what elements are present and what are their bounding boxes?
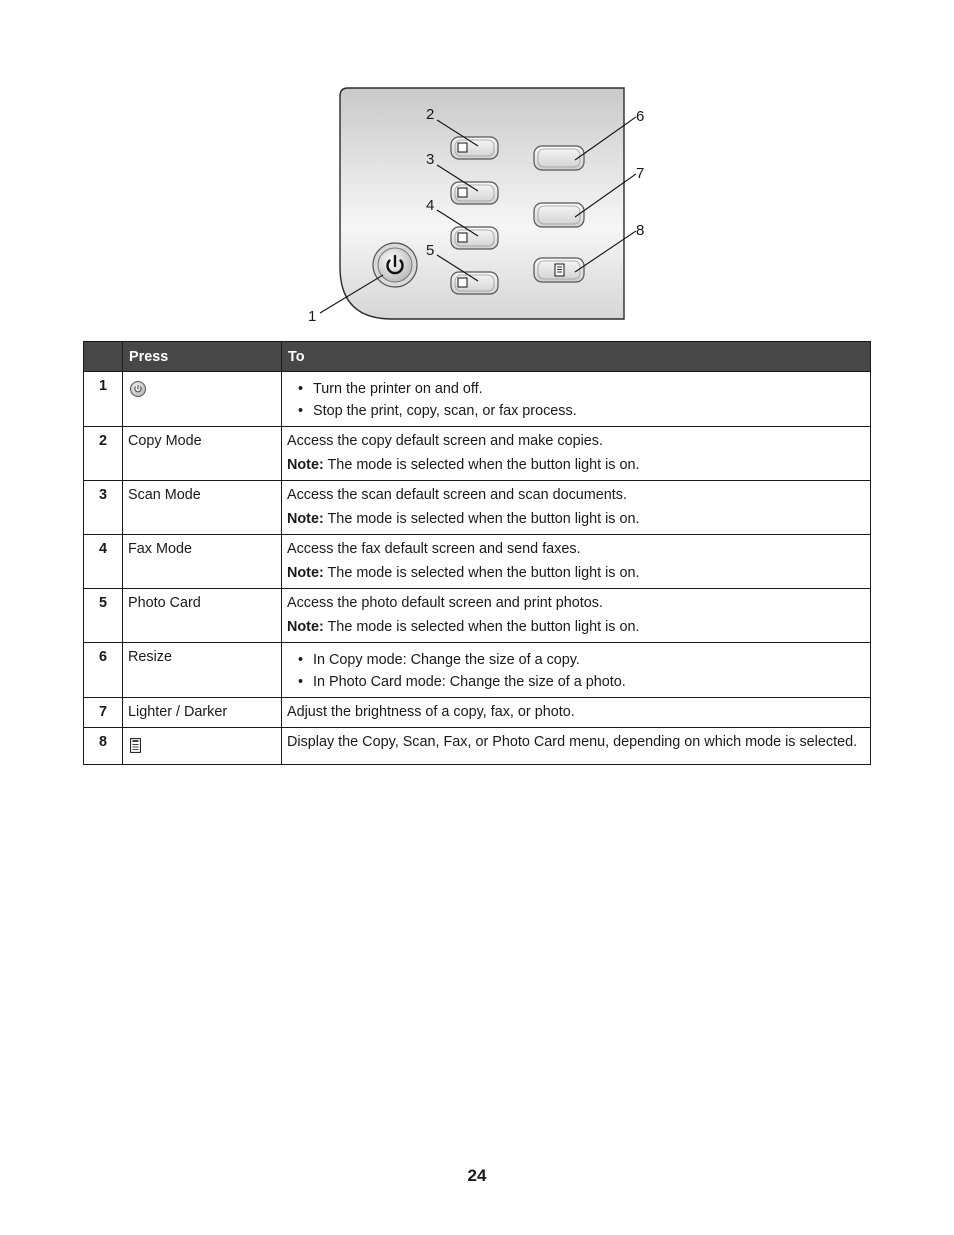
- callout-7: 7: [636, 165, 645, 182]
- control-panel-diagram: [300, 82, 660, 327]
- header-number: [84, 342, 123, 372]
- press-cell: Scan Mode: [123, 481, 282, 535]
- table-row: [84, 481, 871, 535]
- table-header-row: [84, 342, 871, 372]
- controls-table: [83, 341, 871, 765]
- description-text: Access the photo default screen and print photos.: [287, 595, 603, 611]
- note-label: Note:: [287, 457, 324, 473]
- note-text: [287, 511, 865, 528]
- note-body: The mode is selected when the button light is on.: [323, 619, 640, 635]
- to-cell: [282, 698, 871, 728]
- list-item: • In Photo Card mode: Change the size of a photo.: [295, 674, 865, 691]
- description-text: Access the copy default screen and make copies.: [287, 433, 603, 449]
- table-row: [84, 427, 871, 481]
- table-row: [84, 372, 871, 427]
- note-label: Note:: [287, 511, 324, 527]
- to-cell: [282, 643, 871, 698]
- to-cell: [282, 481, 871, 535]
- to-cell: [282, 728, 871, 765]
- note-text: [287, 565, 865, 582]
- note-label: Note:: [287, 565, 324, 581]
- to-cell: [282, 427, 871, 481]
- header-press: Press: [123, 342, 282, 372]
- row-number: 1: [84, 372, 123, 427]
- description-text: Display the Copy, Scan, Fax, or Photo Card menu, depending on which mode is selected.: [287, 734, 858, 750]
- table-row: [84, 589, 871, 643]
- bullet-list: [287, 381, 865, 420]
- photo-card-button: [451, 272, 498, 294]
- row-number: 4: [84, 535, 123, 589]
- bullet-list: [287, 652, 865, 691]
- table-row: [84, 698, 871, 728]
- description-text: Access the scan default screen and scan documents.: [287, 487, 627, 503]
- press-cell: Lighter / Darker: [123, 698, 282, 728]
- row-number: 3: [84, 481, 123, 535]
- to-cell: [282, 535, 871, 589]
- callout-2: 2: [426, 106, 435, 123]
- note-body: The mode is selected when the button light is on.: [323, 457, 640, 473]
- header-to: To: [282, 342, 871, 372]
- scan-mode-button: [451, 182, 498, 204]
- callout-1: 1: [308, 308, 317, 325]
- press-cell: [123, 372, 282, 427]
- control-panel-illustration: [300, 82, 660, 327]
- power-button: [373, 243, 417, 287]
- lighter-darker-button: [534, 203, 584, 227]
- table-row: [84, 535, 871, 589]
- press-cell: Photo Card: [123, 589, 282, 643]
- power-icon: [130, 381, 146, 397]
- description-text: Access the fax default screen and send faxes.: [287, 541, 581, 557]
- note-body: The mode is selected when the button light is on.: [323, 511, 640, 527]
- list-item: • Stop the print, copy, scan, or fax process.: [295, 403, 865, 420]
- list-item: • Turn the printer on and off.: [295, 381, 865, 398]
- copy-mode-button: [451, 137, 498, 159]
- table-row: [84, 643, 871, 698]
- press-cell: Resize: [123, 643, 282, 698]
- fax-mode-button: [451, 227, 498, 249]
- row-number: 7: [84, 698, 123, 728]
- row-number: 8: [84, 728, 123, 765]
- row-number: 5: [84, 589, 123, 643]
- note-text: [287, 619, 865, 636]
- menu-icon: [130, 738, 141, 758]
- page-number: 24: [467, 1166, 487, 1185]
- description-text: Adjust the brightness of a copy, fax, or photo.: [287, 704, 575, 720]
- press-cell: [123, 728, 282, 765]
- callout-8: 8: [636, 222, 645, 239]
- row-number: 6: [84, 643, 123, 698]
- press-cell: Fax Mode: [123, 535, 282, 589]
- press-cell: Copy Mode: [123, 427, 282, 481]
- to-cell: [282, 372, 871, 427]
- row-number: 2: [84, 427, 123, 481]
- callout-3: 3: [426, 151, 435, 168]
- note-body: The mode is selected when the button light is on.: [323, 565, 640, 581]
- callout-6: 6: [636, 108, 645, 125]
- resize-button: [534, 146, 584, 170]
- note-label: Note:: [287, 619, 324, 635]
- table-row: [84, 728, 871, 765]
- callout-5: 5: [426, 242, 435, 259]
- callout-4: 4: [426, 197, 435, 214]
- note-text: [287, 457, 865, 474]
- list-item: • In Copy mode: Change the size of a copy.: [295, 652, 865, 669]
- menu-button: [534, 258, 584, 282]
- to-cell: [282, 589, 871, 643]
